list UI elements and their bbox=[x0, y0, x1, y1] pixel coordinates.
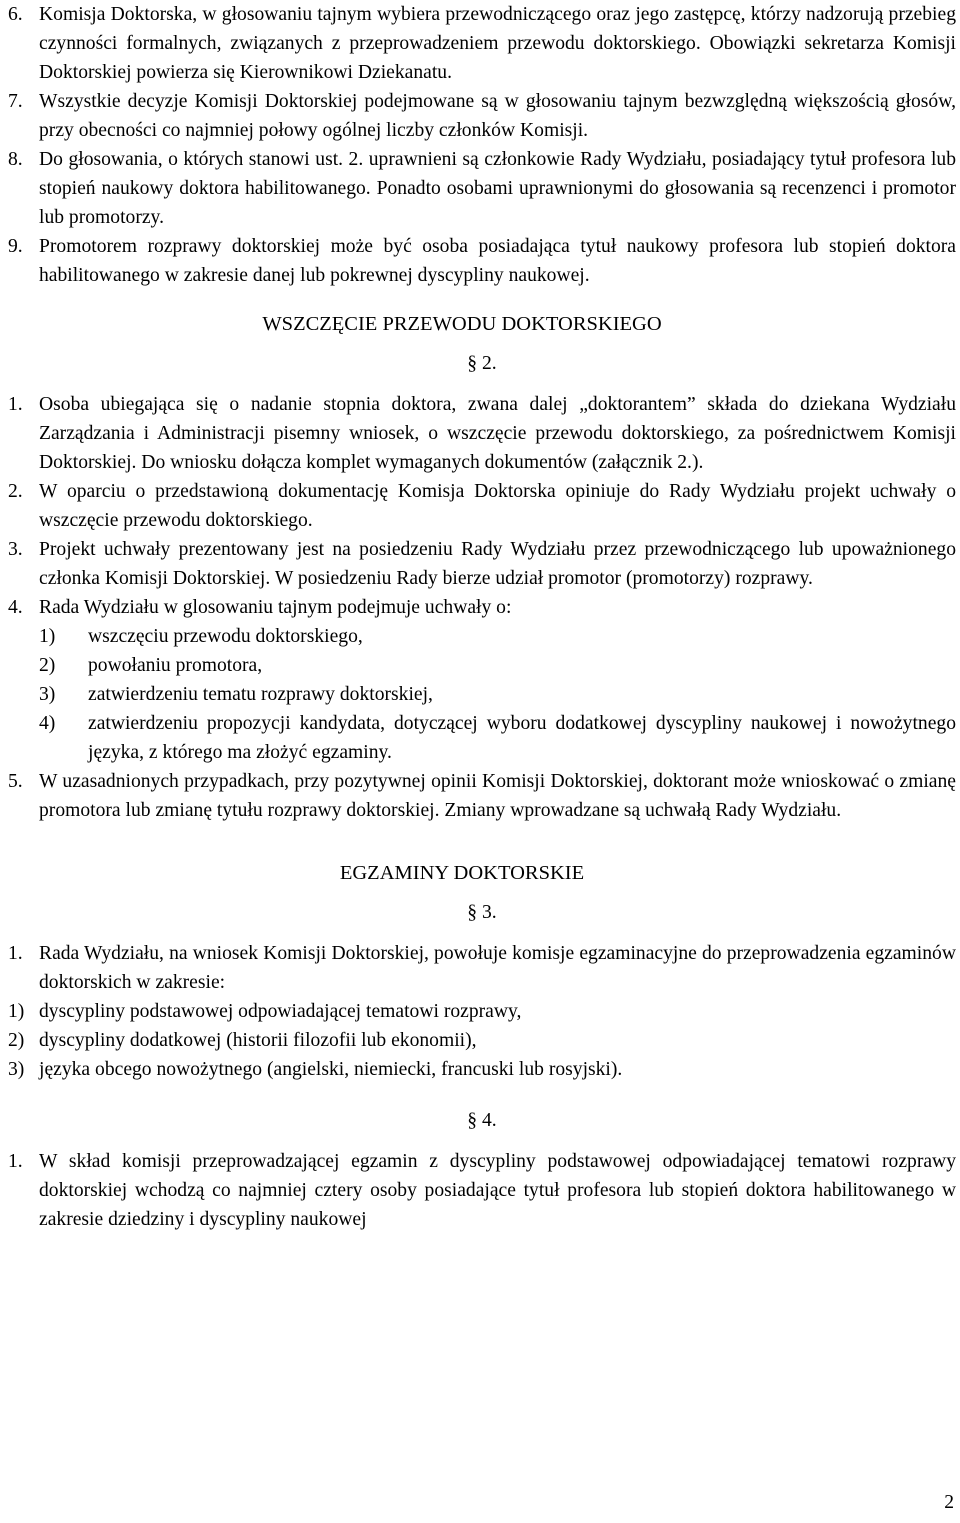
list-item-1 bbox=[8, 939, 956, 997]
item-number: 5. bbox=[8, 771, 23, 792]
list-item-1 bbox=[8, 390, 956, 477]
sub-item-text: języka obcego nowożytnego (angielski, niemiecki, francuski lub rosyjski). bbox=[39, 1059, 623, 1080]
sub-item-number: 1) bbox=[8, 1001, 25, 1022]
sub-item-3 bbox=[8, 680, 956, 709]
sub-item-text: dyscypliny dodatkowej (historii filozofii lub ekonomii), bbox=[39, 1030, 477, 1051]
section-3-list bbox=[8, 939, 956, 1084]
item-text: Osoba ubiegająca się o nadanie stopnia doktora, zwana dalej „doktorantem” składa do dziekana Wydziału Zarządzania i Administracji pisemny wniosek, o wszczęcie przewodu doktorskiego, za pośrednictwem Komisji Doktorskiej. Do wniosku dołącza komplet wymaganych dokumentów (załącznik 2.). bbox=[39, 394, 956, 473]
section-heading-egzaminy: EGZAMINY DOKTORSKIE bbox=[339, 862, 585, 884]
sub-item-text: zatwierdzeniu tematu rozprawy doktorskiej, bbox=[88, 684, 433, 705]
list-item-4 bbox=[8, 593, 956, 622]
sub-item-3 bbox=[8, 1055, 956, 1084]
item-number: 8. bbox=[8, 149, 23, 170]
list-item-3 bbox=[8, 535, 956, 593]
item-number: 9. bbox=[8, 236, 23, 257]
item-number: 6. bbox=[8, 4, 23, 25]
item-text: W skład komisji przeprowadzającej egzamin z dyscypliny podstawowej odpowiadającej tematowi rozprawy doktorskiej wchodzą co najmniej cztery osoby posiadające tytuł profesora lub stopień doktora habilitowanego w zakresie dziedziny i dyscypliny naukowej bbox=[39, 1151, 956, 1230]
item-text: Rada Wydziału, na wniosek Komisji Doktorskiej, powołuje komisje egzaminacyjne do przeprowadzenia egzaminów doktorskich w zakresie: bbox=[39, 943, 956, 993]
sub-item-2 bbox=[8, 651, 956, 680]
item-number: 2. bbox=[8, 481, 23, 502]
sub-item-text: wszczęciu przewodu doktorskiego, bbox=[88, 626, 363, 647]
sub-item-number: 4) bbox=[39, 713, 56, 734]
item-text: Rada Wydziału w glosowaniu tajnym podejmuje uchwały o: bbox=[39, 597, 512, 618]
list-item-7 bbox=[8, 87, 956, 145]
sub-item-text: powołaniu promotora, bbox=[88, 655, 263, 676]
item-number: 1. bbox=[8, 394, 23, 415]
sub-item-number: 2) bbox=[8, 1030, 25, 1051]
item-number: 4. bbox=[8, 597, 23, 618]
item-text: Promotorem rozprawy doktorskiej może być osoba posiadająca tytuł naukowy profesora lub stopień doktora habilitowanego w zakresie danej lub pokrewnej dyscypliny naukowej. bbox=[39, 236, 956, 286]
list-item-1 bbox=[8, 1147, 956, 1234]
list-item-5 bbox=[8, 767, 956, 825]
list-item-8 bbox=[8, 145, 956, 232]
section-2-list bbox=[8, 390, 956, 825]
section-1-list bbox=[8, 0, 956, 290]
item-number: 1. bbox=[8, 1151, 23, 1172]
section-heading-wszczecie: WSZCZĘCIE PRZEWODU DOKTORSKIEGO bbox=[262, 313, 662, 335]
list-item-2 bbox=[8, 477, 956, 535]
page-number: 2 bbox=[944, 1492, 954, 1513]
sub-item-1 bbox=[8, 997, 956, 1026]
sub-item-text: zatwierdzeniu propozycji kandydata, dotyczącej wyboru dodatkowej dyscypliny naukowej i nowożytnego języka, z którego ma złożyć egzaminy. bbox=[88, 713, 956, 763]
sub-item-number: 1) bbox=[39, 626, 56, 647]
item-text: W uzasadnionych przypadkach, przy pozytywnej opinii Komisji Doktorskiej, doktorant może wnioskować o zmianę promotora lub zmianę tytułu rozprawy doktorskiej. Zmiany wprowadzane są uchwałą Rady Wydziału. bbox=[39, 771, 956, 821]
item-number: 7. bbox=[8, 91, 23, 112]
sub-item-2 bbox=[8, 1026, 956, 1055]
sub-item-number: 3) bbox=[39, 684, 56, 705]
item-text: Wszystkie decyzje Komisji Doktorskiej podejmowane są w głosowaniu tajnym bezwzględną większością głosów, przy obecności co najmniej połowy ogólnej liczby członków Komisji. bbox=[39, 91, 956, 141]
sub-item-4 bbox=[8, 709, 956, 767]
item-number: 1. bbox=[8, 943, 23, 964]
item-text: W oparciu o przedstawioną dokumentację Komisja Doktorska opiniuje do Rady Wydziału projekt uchwały o wszczęcie przewodu doktorskiego. bbox=[39, 481, 956, 531]
sub-item-1 bbox=[8, 622, 956, 651]
list-item-6 bbox=[8, 0, 956, 87]
paragraph-mark-4: § 4. bbox=[467, 1110, 497, 1131]
paragraph-mark-3: § 3. bbox=[467, 902, 497, 923]
item-number: 3. bbox=[8, 539, 23, 560]
sub-item-number: 3) bbox=[8, 1059, 25, 1080]
sub-item-text: dyscypliny podstawowej odpowiadającej tematowi rozprawy, bbox=[39, 1001, 522, 1022]
section-4-list bbox=[8, 1147, 956, 1234]
item-text: Projekt uchwały prezentowany jest na posiedzeniu Rady Wydziału przez przewodniczącego lub upoważnionego członka Komisji Doktorskiej. W posiedzeniu Rady bierze udział promotor (promotorzy) rozprawy. bbox=[39, 539, 956, 589]
item-text: Komisja Doktorska, w głosowaniu tajnym wybiera przewodniczącego oraz jego zastępcę, którzy nadzorują przebieg czynności formalnych, związanych z przeprowadzeniem przewodu doktorskiego. Obowiązki sekretarza Komisji Doktorskiej powierza się Kierownikowi Dziekanatu. bbox=[39, 4, 956, 83]
paragraph-mark-2: § 2. bbox=[467, 353, 497, 374]
sub-item-number: 2) bbox=[39, 655, 56, 676]
item-text: Do głosowania, o których stanowi ust. 2. uprawnieni są członkowie Rady Wydziału, posiadający tytuł profesora lub stopień naukowy doktora habilitowanego. Ponadto osobami uprawnionymi do głosowania są recenzenci i promotor lub promotorzy. bbox=[39, 149, 956, 228]
list-item-9 bbox=[8, 232, 956, 290]
